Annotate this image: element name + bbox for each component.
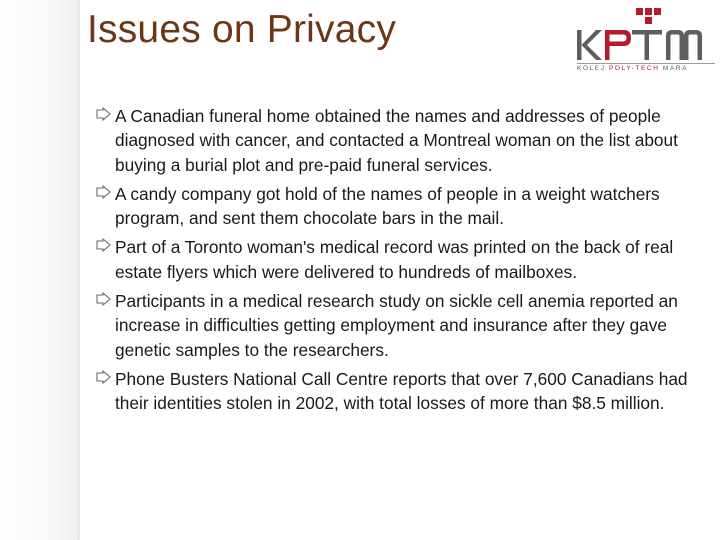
logo-tagline-part: MARA [659,65,689,72]
bullet-text: Phone Busters National Call Centre reports that over 7,600 Canadians had their identities stolen in 2002, with total losses of more than $8.5 million. [115,368,688,414]
bullet-text: Part of a Toronto woman's medical record was printed on the back of real estate flyers which were delivered to hundreds of mailboxes. [115,237,674,282]
bullet-item [100,182,700,231]
slide-title: Issues on Privacy [87,8,397,51]
band-divider-line [78,0,79,540]
hollow-arrow-bullet-icon [96,292,112,306]
bullet-text: A Canadian funeral home obtained the names and addresses of people diagnosed with cancer, and contacted a Montreal woman on the list about buying a burial plot and pre-paid funeral services. [115,106,678,175]
bullet-item [100,235,700,284]
logo-divider [577,63,715,64]
bullet-text: A candy company got hold of the names of people in a weight watchers program, and sent them chocolate bars in the mail. [115,183,660,229]
logo-tagline-highlight: POLY-TECH [609,65,660,72]
bullet-item [100,104,700,177]
hollow-arrow-bullet-icon [96,185,112,199]
logo-tagline [577,65,717,72]
hollow-arrow-bullet-icon [96,370,112,384]
left-decorative-band [0,0,80,540]
hollow-arrow-bullet-icon [96,107,112,121]
logo-tagline-part: KOLEJ [577,65,609,72]
kptm-logo [574,4,716,76]
bullet-list [100,104,700,421]
kptm-logo-mark [574,4,716,62]
hollow-arrow-bullet-icon [96,238,112,252]
bullet-item [100,367,700,416]
bullet-item [100,289,700,362]
bullet-text: Participants in a medical research study on sickle cell anemia reported an increase in difficulties getting employment and insurance after they gave genetic samples to the researchers. [115,291,678,360]
